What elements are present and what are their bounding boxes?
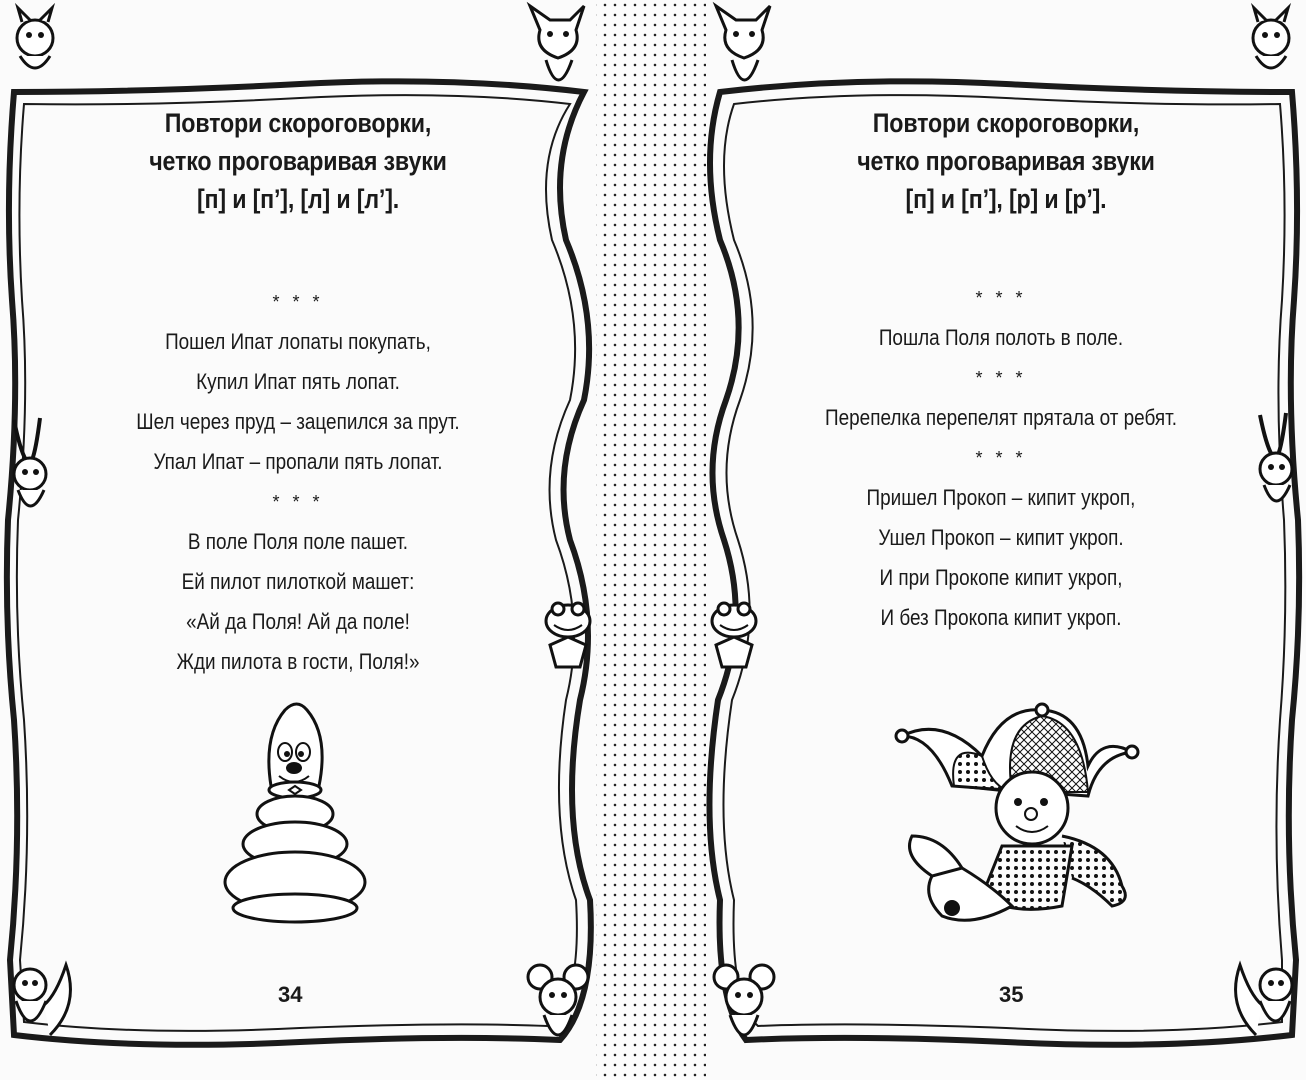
section-marker: * * * [975,288,1027,308]
section-marker: * * * [272,292,324,312]
poem-line: Пошел Ипат лопаты покупать, [165,329,431,354]
tongue-twisters [0,282,596,682]
right-page [706,0,1306,1080]
section-marker: * * * [975,448,1027,468]
fox-icon [520,0,596,110]
poem-line: И без Прокопа кипит укроп. [880,605,1122,630]
poem-line: Шел через пруд – зацепился за прут. [136,409,460,434]
left-page [0,0,596,1080]
poem-line: «Ай да Поля! Ай да поле! [186,609,410,634]
mouse-icon [706,955,782,1055]
squirrel-icon [0,945,80,1045]
section-marker: * * * [975,368,1027,388]
poem-line: Пришел Прокоп – кипит укроп, [866,485,1136,510]
poem-line: В поле Поля поле пашет. [187,529,409,554]
page-heading [706,104,1306,218]
heading-line: четко проговаривая звуки [149,146,447,176]
section-marker: * * * [272,492,324,512]
poem-line: Ей пилот пилоткой машет: [181,569,415,594]
poem-line: И при Прокопе кипит укроп, [879,565,1123,590]
poem-line: Купил Ипат пять лопат. [196,369,400,394]
page-number: 34 [278,982,303,1007]
fox-icon [706,0,782,110]
page-number: 35 [999,982,1024,1007]
poem-line: Пошла Поля полоть в поле. [878,325,1124,350]
poem-line: Перепелка перепелят прятала от ребят. [825,405,1177,430]
mouse-icon [520,955,596,1055]
squirrel-icon [1226,945,1306,1045]
poem-line: Упал Ипат – пропали пять лопат. [153,449,443,474]
pyramid-toy-icon [205,696,385,926]
poem-line: Жди пилота в гости, Поля!» [176,649,420,674]
poem-line: Ушел Прокоп – кипит укроп. [878,525,1124,550]
heading-line: [п] и [п’], [л] и [л’]. [196,184,400,214]
heading-line: Повтори скороговорки, [872,108,1140,138]
jester-doll-icon [892,696,1152,936]
squirrel-icon [1236,0,1306,90]
heading-line: [п] и [п’], [р] и [р’]. [905,184,1107,214]
squirrel-icon [0,0,70,90]
tongue-twisters [696,278,1306,638]
heading-line: Повтори скороговорки, [164,108,432,138]
heading-line: четко проговаривая звуки [857,146,1155,176]
page-heading [0,104,596,218]
